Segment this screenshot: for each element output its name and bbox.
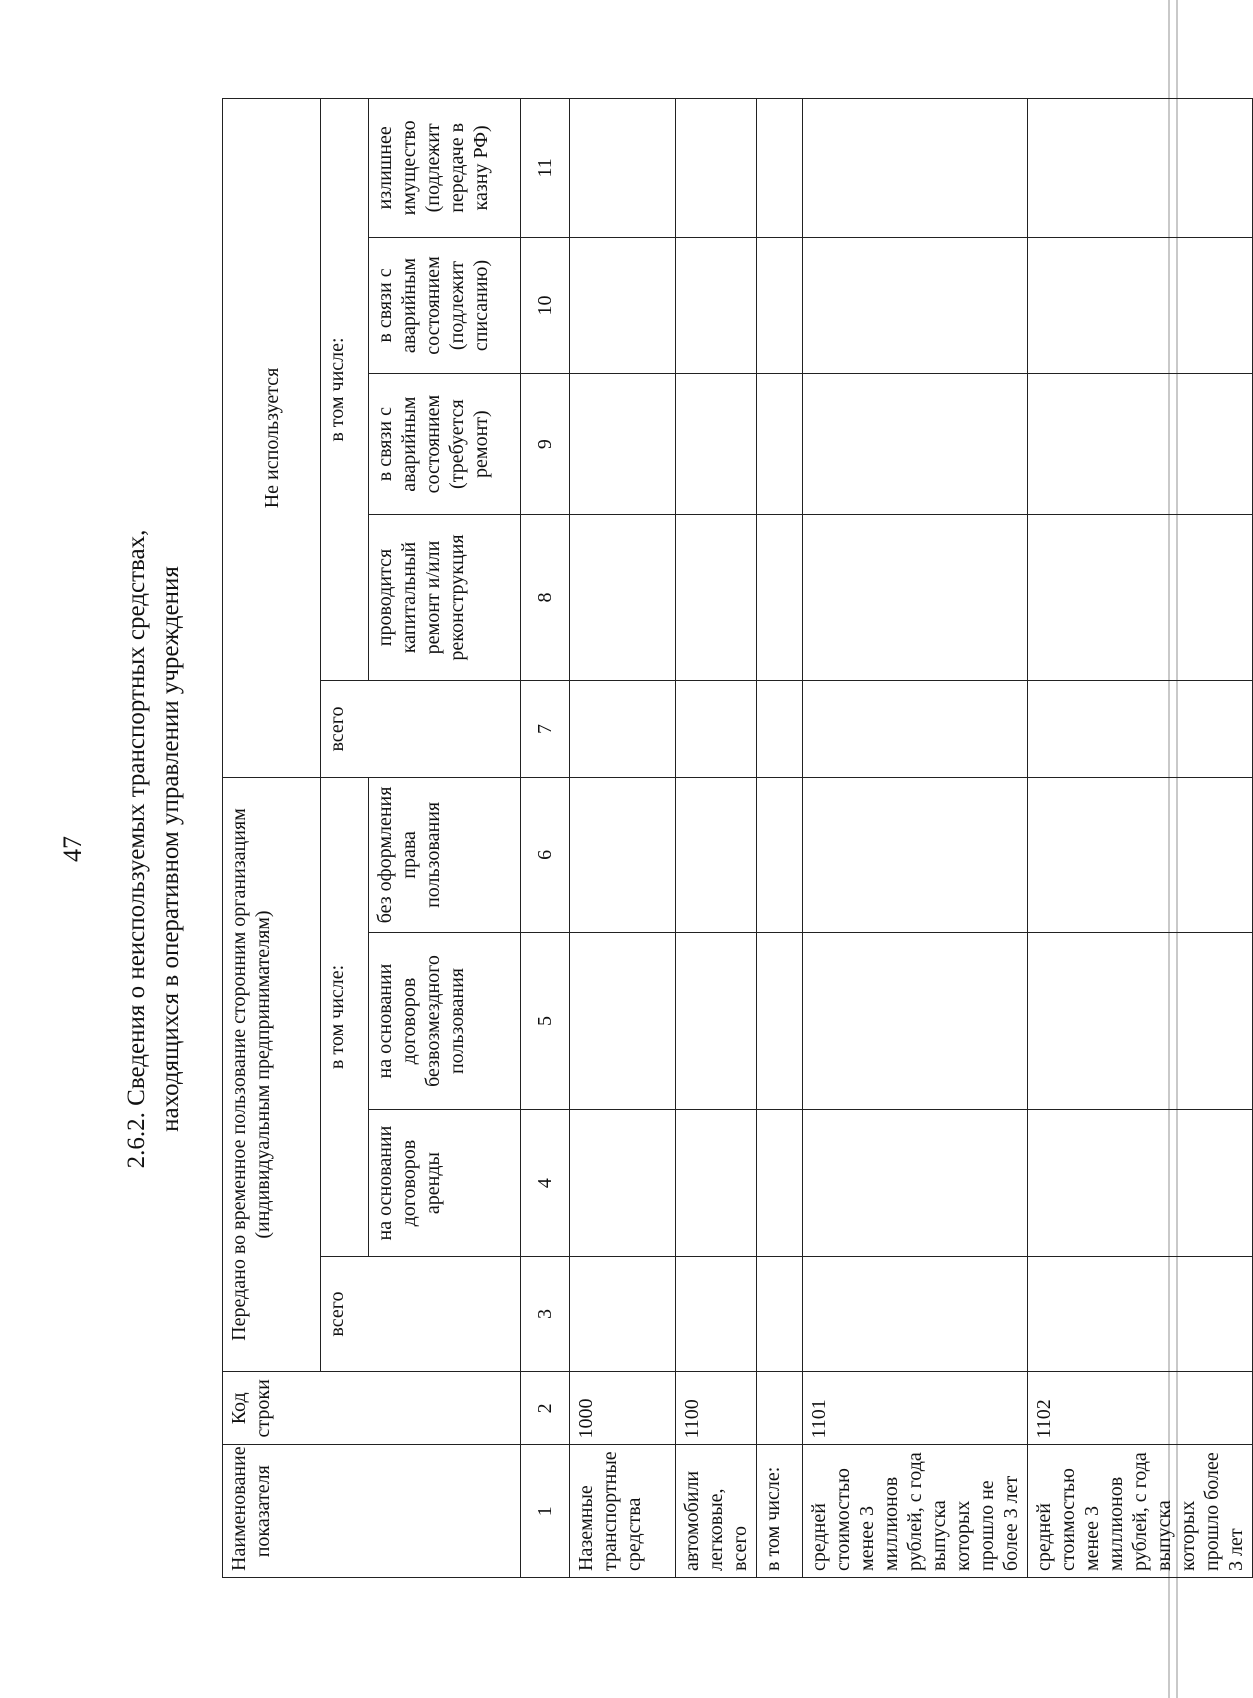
table-row: [1028, 99, 1253, 1578]
empty-cell: [676, 681, 757, 778]
table-row: [757, 99, 803, 1578]
row-name: Наземные транспортные средства: [570, 1445, 676, 1578]
column-number: 5: [521, 932, 570, 1109]
empty-cell: [757, 374, 803, 515]
header-col-9: в связи с аварийным состоянием (требуется ремонт): [369, 374, 521, 515]
empty-cell: [676, 777, 757, 932]
table-row: [676, 99, 757, 1578]
empty-cell: [803, 932, 1028, 1109]
empty-cell: [570, 777, 676, 932]
empty-cell: [803, 374, 1028, 515]
empty-cell: [757, 514, 803, 680]
empty-cell: [803, 237, 1028, 374]
empty-cell: [570, 1110, 676, 1257]
row-code: 1000: [570, 1372, 676, 1445]
empty-cell: [757, 681, 803, 778]
header-not-used-including: в том числе:: [321, 99, 369, 681]
empty-cell: [803, 777, 1028, 932]
row-name: автомобили легковые, всего: [676, 1445, 757, 1578]
column-number-row: [521, 99, 570, 1578]
row-name: средней стоимостью менее 3 миллионов рублей, с года выпуска которых прошло не более 3 лет: [803, 1445, 1028, 1578]
empty-cell: [676, 1256, 757, 1371]
empty-cell: [1028, 99, 1253, 238]
header-col-8: проводится капитальный ремонт и/или реконструкция: [369, 514, 521, 680]
row-code: [757, 1372, 803, 1445]
header-col-10: в связи с аварийным состоянием (подлежит списанию): [369, 237, 521, 374]
row-name: средней стоимостью менее 3 миллионов рублей, с года выпуска которых прошло более 3 лет: [1028, 1445, 1253, 1578]
empty-cell: [676, 99, 757, 238]
vehicles-table: [222, 98, 1253, 1578]
column-number: 3: [521, 1256, 570, 1371]
column-number: 2: [521, 1372, 570, 1445]
empty-cell: [676, 374, 757, 515]
empty-cell: [1028, 1256, 1253, 1371]
section-title: [120, 0, 188, 1698]
empty-cell: [570, 1256, 676, 1371]
empty-cell: [1028, 932, 1253, 1109]
column-number: 10: [521, 237, 570, 374]
column-number: 8: [521, 514, 570, 680]
header-code: Код строки: [223, 1372, 521, 1445]
column-number: 4: [521, 1110, 570, 1257]
table-row: [803, 99, 1028, 1578]
header-name: Наименование показателя: [223, 1445, 521, 1578]
header-not-used: Не используется: [223, 99, 321, 778]
empty-cell: [803, 514, 1028, 680]
column-number: 6: [521, 777, 570, 932]
header-col-5: на основании договоров безвозмездного пользования: [369, 932, 521, 1109]
empty-cell: [676, 932, 757, 1109]
empty-cell: [1028, 681, 1253, 778]
empty-cell: [1028, 777, 1253, 932]
header-transferred-total: всего: [321, 1256, 521, 1371]
empty-cell: [570, 374, 676, 515]
empty-cell: [757, 777, 803, 932]
empty-cell: [570, 932, 676, 1109]
empty-cell: [570, 681, 676, 778]
empty-cell: [1028, 1110, 1253, 1257]
empty-cell: [803, 99, 1028, 238]
column-number: 11: [521, 99, 570, 238]
header-col-11: излишнее имущество (подлежит передаче в казну РФ): [369, 99, 521, 238]
header-transferred-including: в том числе:: [321, 777, 369, 1256]
empty-cell: [757, 99, 803, 238]
empty-cell: [757, 1256, 803, 1371]
empty-cell: [570, 514, 676, 680]
row-code: 1102: [1028, 1372, 1253, 1445]
empty-cell: [676, 1110, 757, 1257]
column-number: 9: [521, 374, 570, 515]
section-title-line-2: находящихся в оперативном управлении учреждения: [157, 566, 184, 1132]
section-title-line-1: 2.6.2. Сведения о неиспользуемых транспортных средствах,: [123, 529, 150, 1169]
header-transferred: Передано во временное пользование сторонним организациям (индивидуальным предпринимателям): [223, 777, 321, 1371]
header-col-6: без оформления права пользования: [369, 777, 521, 932]
empty-cell: [803, 1110, 1028, 1257]
table-row: [570, 99, 676, 1578]
row-code: 1101: [803, 1372, 1028, 1445]
empty-cell: [803, 1256, 1028, 1371]
column-number: 1: [521, 1445, 570, 1578]
empty-cell: [757, 932, 803, 1109]
empty-cell: [676, 514, 757, 680]
row-name: в том числе:: [757, 1445, 803, 1578]
row-code: 1100: [676, 1372, 757, 1445]
empty-cell: [570, 99, 676, 238]
header-not-used-total: всего: [321, 681, 521, 778]
empty-cell: [570, 237, 676, 374]
empty-cell: [803, 681, 1028, 778]
header-col-4: на основании договоров аренды: [369, 1110, 521, 1257]
empty-cell: [1028, 374, 1253, 515]
empty-cell: [1028, 514, 1253, 680]
empty-cell: [676, 237, 757, 374]
column-number: 7: [521, 681, 570, 778]
empty-cell: [757, 1110, 803, 1257]
empty-cell: [1028, 237, 1253, 374]
page-number: 47: [58, 836, 87, 862]
empty-cell: [757, 237, 803, 374]
